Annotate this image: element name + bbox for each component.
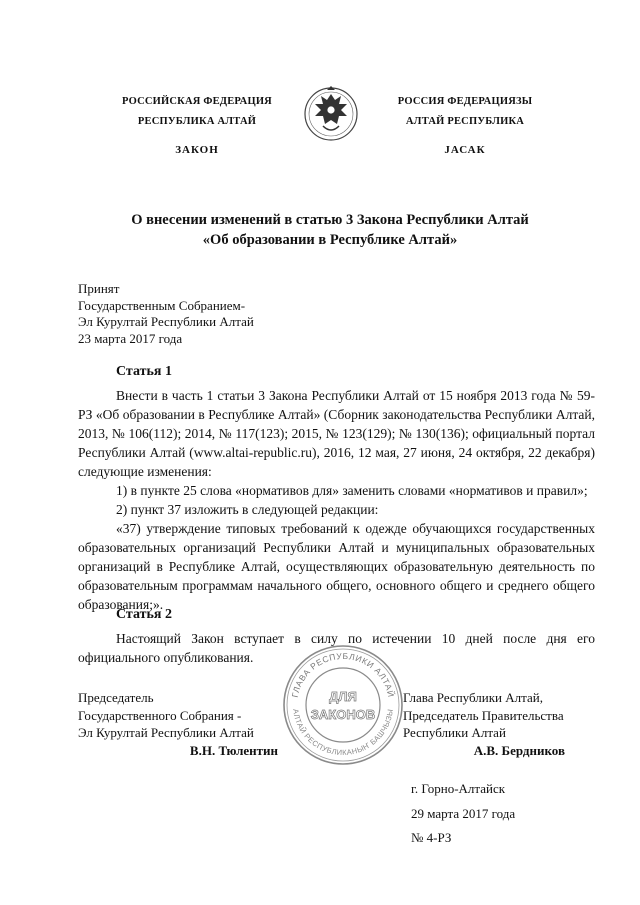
stamp-ring-bottom: АЛТАЙ РЕСПУБЛИКАНЫҤ БАШЧЫЗЫ — [291, 708, 395, 758]
adoption-block — [78, 281, 254, 347]
sig-right-line-2: Председатель Правительства — [403, 707, 564, 723]
sig-right-name: А.В. Бердников — [473, 742, 565, 758]
article-2-paragraph: Настоящий Закон вступает в силу по истечении 10 дней после дня его официального опубликования. — [78, 631, 595, 665]
header-left-country: РОССИЙСКАЯ ФЕДЕРАЦИЯ — [122, 96, 272, 107]
header-left-republic: РЕСПУБЛИКА АЛТАЙ — [137, 116, 257, 127]
stamp-ring-top: ГЛАВА РЕСПУБЛИКИ АЛТАЙ — [289, 650, 397, 699]
sig-left-line-3: Эл Курултай Республики Алтай — [78, 725, 254, 740]
title-line-1: О внесении изменений в статью 3 Закона Республики Алтай — [131, 212, 529, 228]
sig-left-name: В.Н. Тюлентин — [189, 742, 278, 758]
coat-of-arms-icon — [303, 84, 359, 142]
signature-head — [403, 689, 603, 759]
article-1-item-2: 2) пункт 37 изложить в следующей редакции: — [116, 502, 379, 517]
place-date-number — [411, 777, 515, 851]
adopted-label: Принят — [78, 281, 120, 296]
stamp-center-1: ДЛЯ — [329, 689, 357, 704]
place-city: г. Горно-Алтайск — [411, 781, 506, 796]
header-right — [380, 92, 550, 160]
signature-chairman — [78, 689, 278, 759]
adopted-by-2: Эл Курултай Республики Алтай — [78, 314, 254, 329]
stamp-center-2: ЗАКОНОВ — [310, 707, 376, 722]
adopted-by: Государственным Собранием- — [78, 297, 246, 313]
place-date: 29 марта 2017 года — [411, 805, 516, 821]
sig-left-line-1: Председатель — [78, 690, 154, 705]
article-1-paragraph: Внести в часть 1 статьи 3 Закона Республики Алтай от 15 ноября 2013 года № 59-РЗ «Об образовании в Республике Алтай» (Сборник законодательства Республики Алтай, 2013, № 106(112); 2014, № 117(123); 2015, № 123(129); № 130(136); официальный портал Республики Алтай (www.altai-republic.ru), 2016, 12 мая, 27 июня, 24 октября, 22 декабря) следующие изменения: — [78, 388, 595, 479]
article-1-heading: Статья 1 — [116, 364, 172, 379]
header-right-law: JАСАК — [444, 144, 486, 156]
header-left — [112, 92, 282, 160]
article-1-item-1: 1) в пункте 25 слова «нормативов для» заменить словами «нормативов и правил»; — [116, 483, 588, 498]
law-number: № 4-РЗ — [411, 830, 452, 845]
title-line-2: «Об образовании в Республике Алтай» — [202, 232, 458, 248]
header-left-law: ЗАКОН — [175, 144, 219, 156]
header-right-republic: АЛТАЙ РЕСПУБЛИКА — [405, 116, 525, 127]
header-right-country: РОССИЯ ФЕДЕРАЦИЯЗЫ — [397, 96, 533, 107]
sig-right-line-1: Глава Республики Алтай, — [403, 690, 543, 705]
official-stamp — [281, 643, 405, 767]
document-title — [60, 210, 600, 250]
article-2-heading: Статья 2 — [116, 607, 172, 622]
sig-left-line-2: Государственного Собрания - — [78, 707, 242, 723]
article-1-item-37: «37) утверждение типовых требований к одежде обучающихся государственных образовательных организаций Республики Алтай и муниципальных образовательных организаций в Республике Алтай, осуществляющих образовательную деятельность по образовательным программам начального общего, основного общего и среднего общего образования;». — [78, 521, 595, 612]
sig-right-line-3: Республики Алтай — [403, 725, 506, 740]
article-1-body — [78, 386, 595, 614]
adopted-date: 23 марта 2017 года — [78, 330, 183, 346]
